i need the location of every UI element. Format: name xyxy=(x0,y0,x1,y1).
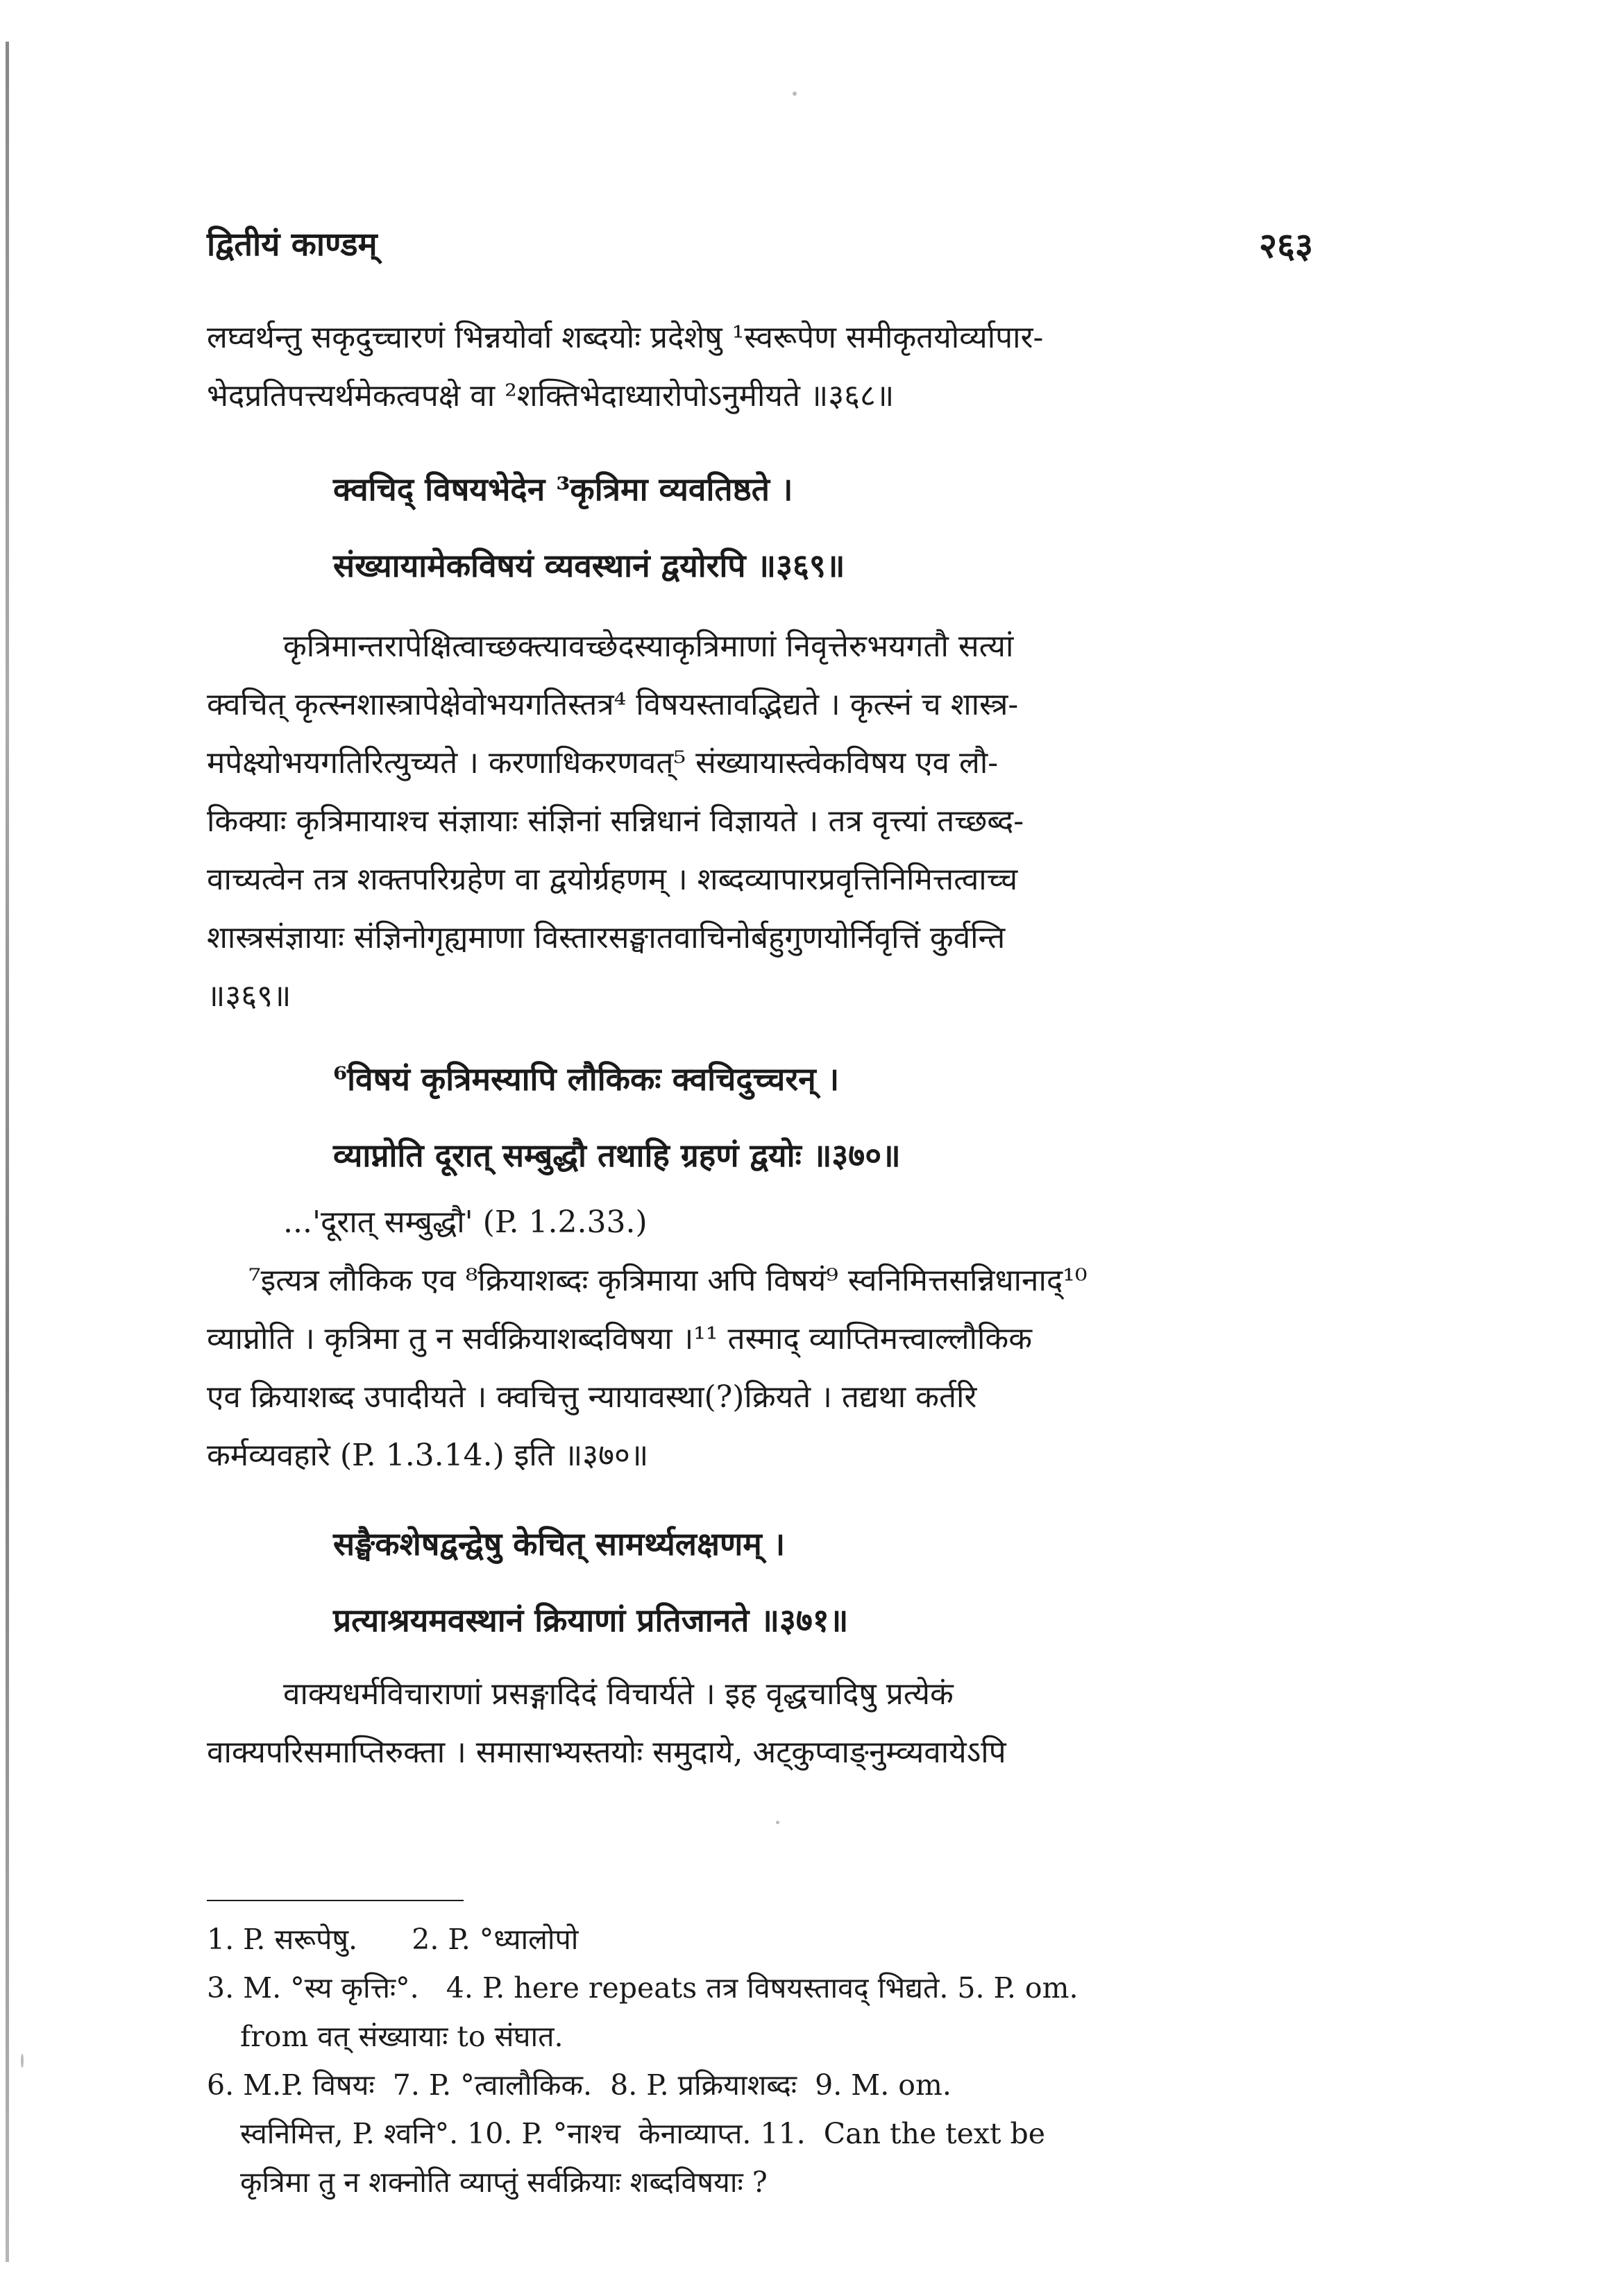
text-line-content: कृत्रिमान्तरापेक्षित्वाच्छक्त्यावच्छेदस्याकृत्रिमाणां निवृत्तेरुभयगतौ सत्यां xyxy=(283,629,1014,664)
text-line: वाक्यपरिसमाप्तिरुक्ता । समासाभ्यस्तयोः समुदाये, अट्कुप्वाङ्नुम्व्यवायेऽपि xyxy=(207,1735,1006,1770)
verse-369 xyxy=(333,451,845,604)
text-line: भेदप्रतिपत्त्यर्थमेकत्वपक्षे वा ²शक्तिभेदाध्यारोपोऽनुमीयते ॥३६८॥ xyxy=(207,378,895,414)
text-line: एव क्रियाशब्द उपादीयते । क्वचित्तु न्यायावस्था(?)क्रियते । तद्यथा कर्तरि xyxy=(207,1379,977,1415)
text-line-content: वाक्यधर्मविचाराणां प्रसङ्गादिदं विचार्यते । इह वृद्धचादिषु प्रत्येकं xyxy=(283,1676,954,1712)
verse-370 xyxy=(333,1041,901,1193)
page-number: २६३ xyxy=(1259,225,1313,266)
footnote-line: कृत्रिमा तु न शक्नोति व्याप्तुं सर्वक्रियाः शब्दविषयाः ? xyxy=(240,2166,768,2199)
text-line xyxy=(207,618,1313,676)
text-line: ॥३६९॥ xyxy=(207,978,291,1014)
text-line-content: ⁷इत्यत्र लौकिक एव ⁸क्रियाशब्दः कृत्रिमाया अपि विषयं⁹ स्वनिमित्तसन्निधानाद्¹⁰ xyxy=(248,1263,1088,1298)
footnotes xyxy=(207,1915,1313,2206)
text-line-content: ...'दूरात् सम्बुद्धौ' (P. 1.2.33.) xyxy=(283,1205,648,1240)
footnote-line: 1. P. सरूपेषु. 2. P. °ध्यालोपो xyxy=(207,1923,579,1956)
text-line: व्याप्नोति । कृत्रिमा तु न सर्वक्रियाशब्दविषया ।¹¹ तस्माद् व्याप्तिमत्त्वाल्लौकिक xyxy=(207,1321,1032,1357)
text-line: शास्त्रसंज्ञायाः संज्ञिनोगृह्यमाणा विस्तारसङ्घातवाचिनोर्बहुगुणयोर्निवृत्तिं कुर्वन्ति xyxy=(207,920,1006,955)
running-title: द्वितीयं काण्डम् xyxy=(207,226,378,264)
text-line: कर्मव्यवहारे (P. 1.3.14.) इति ॥३७०॥ xyxy=(207,1438,649,1473)
page-edge-scan-shadow xyxy=(6,42,9,2262)
verse-line: व्याप्नोति दूरात् सम्बुद्धौ तथाहि ग्रहणं द्वयोः ॥३७०॥ xyxy=(333,1137,901,1174)
verse-line: ⁶विषयं कृत्रिमस्यापि लौकिकः क्वचिदुच्चरन् । xyxy=(333,1060,840,1098)
verse-line: क्वचिद् विषयभेदेन ³कृत्रिमा व्यवतिष्ठते । xyxy=(333,470,793,508)
footnote-separator xyxy=(207,1900,464,1901)
footnote-line: स्वनिमित्त, P. श्वनि°. 10. P. °नाश्च केनाव्याप्त. 11. Can the text be xyxy=(240,2117,1046,2150)
verse-line: प्रत्याश्रयमवस्थानं क्रियाणां प्रतिजानते ॥३७१॥ xyxy=(333,1601,849,1639)
verse-line: संख्यायामेकविषयं व्यवस्थानं द्वयोरपि ॥३६९॥ xyxy=(333,547,845,584)
text-line: मपेक्ष्योभयगतिरित्युच्यते । करणाधिकरणवत्⁵ संख्यायास्त्वेकविषय एव लौ- xyxy=(207,745,999,781)
text-line: क्वचित् कृत्स्नशास्त्रापेक्षेवोभयगतिस्तत्र⁴ विषयस्तावद्भिद्यते । कृत्स्नं च शास्त्र- xyxy=(207,687,1019,722)
scan-speck xyxy=(793,92,797,96)
commentary-paragraph-369 xyxy=(207,618,1313,1026)
text-line: लघ्वर्थन्तु सकृदुच्चारणं भिन्नयोर्वा शब्दयोः प्रदेशेषु ¹स्वरूपेण समीकृतयोर्व्यापार- xyxy=(207,320,1044,355)
text-line xyxy=(207,1193,1313,1252)
scan-speck xyxy=(21,2054,24,2068)
verse-line: सङ्घैकशेषद्वन्द्वेषु केचित् सामर्थ्यलक्षणम् । xyxy=(333,1525,786,1563)
scan-speck xyxy=(776,1821,779,1824)
page-header xyxy=(207,221,1313,276)
commentary-paragraph-370 xyxy=(207,1193,1313,1485)
text-line xyxy=(207,1665,1313,1724)
verse-371 xyxy=(333,1506,848,1658)
text-line: वाच्यत्वेन तत्र शक्तपरिग्रहेण वा द्वयोर्ग्रहणम् । शब्दव्यापारप्रवृत्तिनिमित्तत्वाच्च xyxy=(207,862,1018,897)
footnote-line: 3. M. °स्य कृत्तिः°. 4. P. here repeats तत्र विषयस्तावद् भिद्यते. 5. P. om. xyxy=(207,1971,1079,2005)
footnote-line: 6. M.P. विषयः 7. P. °त्वालौकिक. 8. P. प्रक्रियाशब्दः 9. M. om. xyxy=(207,2068,951,2102)
commentary-paragraph-368 xyxy=(207,309,1313,425)
footnote-line: from वत् संख्यायाः to संघात. xyxy=(240,2020,564,2053)
text-line: किक्याः कृत्रिमायाश्च संज्ञायाः संज्ञिनां सन्निधानं विज्ञायते । तत्र वृत्त्यां तच्छब्द- xyxy=(207,803,1024,839)
text-line xyxy=(207,1252,1313,1310)
commentary-paragraph-371 xyxy=(207,1665,1313,1782)
